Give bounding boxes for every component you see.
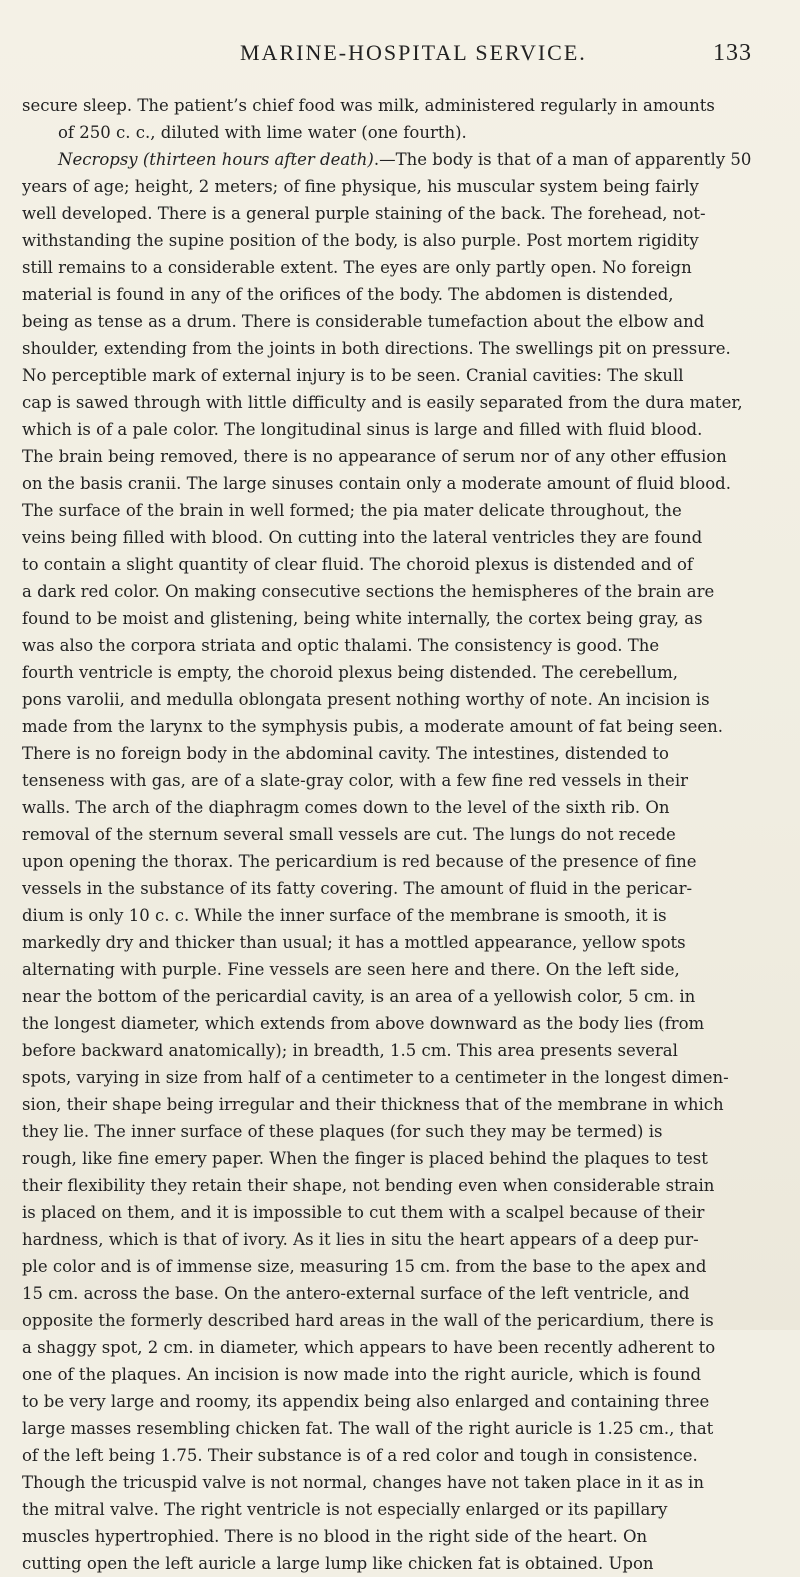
text-line: their flexibility they retain their shape, not bending even when considerable strain (22, 1176, 715, 1195)
text-line: secure sleep. The patient’s chief food was milk, administered regularly in amounts (22, 96, 715, 115)
text-line: pons varolii, and medulla oblongata present nothing worthy of note. An incision is (22, 690, 710, 709)
page-number: 133 (713, 40, 752, 66)
text-line: years of age; height, 2 meters; of fine physique, his muscular system being fairly (22, 177, 699, 196)
text-line: is placed on them, and it is impossible to cut them with a scalpel because of their (22, 1203, 705, 1222)
text-line: of the left being 1.75. Their substance is of a red color and tough in consistence. (22, 1446, 698, 1465)
text-line: cap is sawed through with little difficulty and is easily separated from the dura mater, (22, 393, 743, 412)
text-line: alternating with purple. Fine vessels are seen here and there. On the left side, (22, 960, 680, 979)
text-line: Necropsy (thirteen hours after death).—The body is that of a man of apparently 50 (58, 150, 752, 169)
running-head (60, 40, 766, 70)
text-line: The surface of the brain in well formed; the pia mater delicate throughout, the (22, 501, 682, 520)
text-line: the longest diameter, which extends from above downward as the body lies (from (22, 1014, 705, 1033)
text-line: 15 cm. across the base. On the antero-external surface of the left ventricle, and (22, 1284, 690, 1303)
text-line: sion, their shape being irregular and their thickness that of the membrane in which (22, 1095, 724, 1114)
text-line: withstanding the supine position of the body, is also purple. Post mortem rigidity (22, 231, 699, 250)
text-line: material is found in any of the orifices of the body. The abdomen is distended, (22, 285, 674, 304)
text-line: cutting open the left auricle a large lump like chicken fat is obtained. Upon (22, 1554, 654, 1573)
text-line: large masses resembling chicken fat. The wall of the right auricle is 1.25 cm., that (22, 1419, 714, 1438)
text-line: fourth ventricle is empty, the choroid plexus being distended. The cerebellum, (22, 663, 678, 682)
text-line: opposite the formerly described hard areas in the wall of the pericardium, there is (22, 1311, 714, 1330)
text-line: still remains to a considerable extent. The eyes are only partly open. No foreign (22, 258, 692, 277)
text-line: walls. The arch of the diaphragm comes down to the level of the sixth rib. On (22, 798, 670, 817)
text-line: one of the plaques. An incision is now made into the right auricle, which is found (22, 1365, 702, 1384)
text-line: shoulder, extending from the joints in both directions. The swellings pit on pressure. (22, 339, 731, 358)
text-line: of 250 c. c., diluted with lime water (one fourth). (58, 123, 467, 142)
text-line: removal of the sternum several small vessels are cut. The lungs do not recede (22, 825, 676, 844)
text-line: No perceptible mark of external injury is to be seen. Cranial cavities: The skull (22, 366, 684, 385)
text-line: was also the corpora striata and optic thalami. The consistency is good. The (22, 636, 660, 655)
text-line: to be very large and roomy, its appendix being also enlarged and containing three (22, 1392, 710, 1411)
text-line: tenseness with gas, are of a slate-gray color, with a few fine red vessels in their (22, 771, 688, 790)
text-line: the mitral valve. The right ventricle is not especially enlarged or its papillary (22, 1500, 668, 1519)
section-heading-necropsy: Necropsy (thirteen hours after death) (58, 150, 374, 169)
text-line: muscles hypertrophied. There is no blood in the right side of the heart. On (22, 1527, 648, 1546)
body-text (22, 92, 784, 1577)
text-line: vessels in the substance of its fatty covering. The amount of fluid in the pericar- (22, 879, 693, 898)
text-line: The brain being removed, there is no appearance of serum nor of any other effusion (22, 447, 727, 466)
text-line: veins being filled with blood. On cutting into the lateral ventricles they are found (22, 528, 703, 547)
text-line: spots, varying in size from half of a centimeter to a centimeter in the longest dimen- (22, 1068, 729, 1087)
text-line: well developed. There is a general purple staining of the back. The forehead, not- (22, 204, 706, 223)
text-line: before backward anatomically); in breadth, 1.5 cm. This area presents several (22, 1041, 678, 1060)
text-line: Though the tricuspid valve is not normal, changes have not taken place in it as in (22, 1473, 704, 1492)
text-line: ple color and is of immense size, measuring 15 cm. from the base to the apex and (22, 1257, 707, 1276)
text-line: they lie. The inner surface of these plaques (for such they may be termed) is (22, 1122, 663, 1141)
text-line: a dark red color. On making consecutive sections the hemispheres of the brain are (22, 582, 715, 601)
text-line: There is no foreign body in the abdominal cavity. The intestines, distended to (22, 744, 669, 763)
text-line: dium is only 10 c. c. While the inner surface of the membrane is smooth, it is (22, 906, 667, 925)
text-line: hardness, which is that of ivory. As it lies in situ the heart appears of a deep pur- (22, 1230, 699, 1249)
text-line: which is of a pale color. The longitudinal sinus is large and filled with fluid blood. (22, 420, 703, 439)
text-line: upon opening the thorax. The pericardium is red because of the presence of fine (22, 852, 697, 871)
text-line: a shaggy spot, 2 cm. in diameter, which appears to have been recently adherent to (22, 1338, 716, 1357)
text-line: to contain a slight quantity of clear fluid. The choroid plexus is distended and of (22, 555, 694, 574)
text-line: on the basis cranii. The large sinuses contain only a moderate amount of fluid blood. (22, 474, 731, 493)
text-line: rough, like fine emery paper. When the finger is placed behind the plaques to test (22, 1149, 708, 1168)
text-line: near the bottom of the pericardial cavity, is an area of a yellowish color, 5 cm. in (22, 987, 696, 1006)
text-line: found to be moist and glistening, being white internally, the cortex being gray, as (22, 609, 703, 628)
text-line: markedly dry and thicker than usual; it has a mottled appearance, yellow spots (22, 933, 686, 952)
text-line: made from the larynx to the symphysis pubis, a moderate amount of fat being seen. (22, 717, 724, 736)
text-line: being as tense as a drum. There is considerable tumefaction about the elbow and (22, 312, 705, 331)
running-title: MARINE-HOSPITAL SERVICE. (240, 40, 587, 65)
